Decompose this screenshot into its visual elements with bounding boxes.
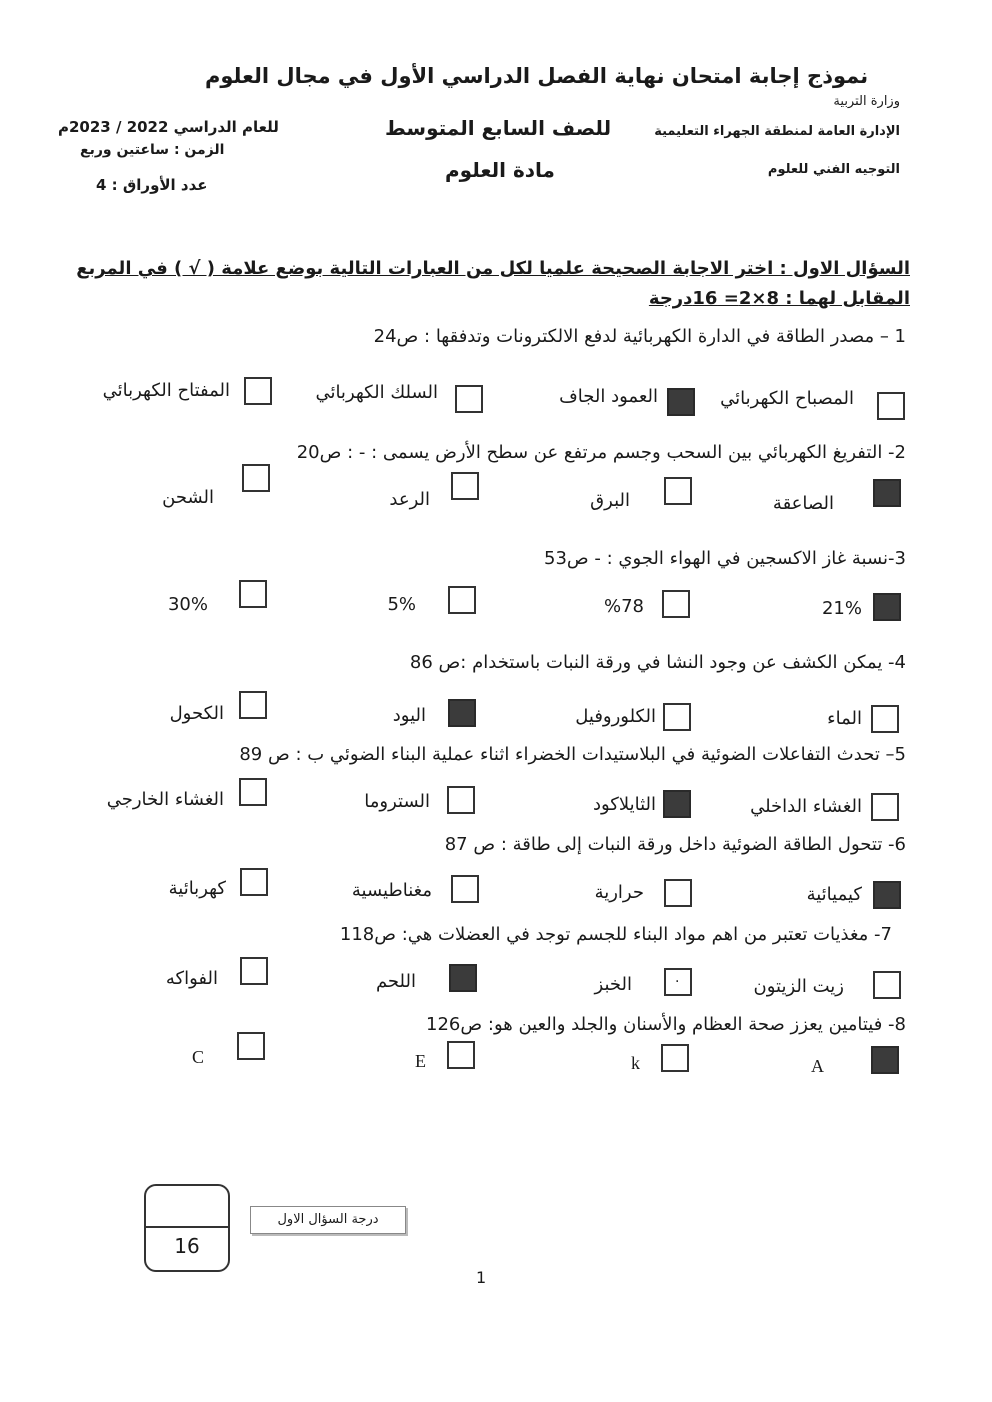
option-label: A (811, 1056, 824, 1076)
option-label: k (631, 1053, 640, 1073)
ministry-label: وزارة التربية (833, 94, 900, 109)
checkbox-q1-opt3[interactable] (455, 385, 483, 413)
question-6: 6- تتحول الطاقة الضوئية داخل ورقة النبات إلى طاقة : ص 87 (444, 834, 906, 855)
option-label: الستروما (364, 791, 430, 812)
supervision-label: التوجيه الفني للعلوم (767, 162, 900, 177)
checkbox-q1-opt1[interactable] (877, 392, 905, 420)
option-label: مغناطيسية (351, 880, 432, 901)
checkbox-q7-opt2[interactable] (664, 968, 692, 996)
option-label: المصباح الكهربائي (720, 388, 854, 409)
checkbox-q8-opt1[interactable] (871, 1046, 899, 1074)
option-label: البرق (590, 490, 630, 511)
question-7: 7- مغذيات تعتبر من اهم مواد البناء للجسم توجد في العضلات هي: ص118 (339, 924, 892, 945)
option-label: C (191, 1047, 204, 1067)
score-value: 16 (174, 1234, 200, 1258)
checkbox-q1-opt4[interactable] (244, 377, 272, 405)
checkbox-q8-opt3[interactable] (447, 1041, 475, 1069)
option-label: الثايلاكود (592, 794, 656, 815)
question-5: 5– تحدث التفاعلات الضوئية في البلاستيدات الخضراء اثناء عملية البناء الضوئي ب : ص 89 (239, 744, 906, 765)
question-3: 3-نسبة غاز الاكسجين في الهواء الجوي : - ص53 (544, 548, 906, 569)
option-label: كيميائية (806, 884, 862, 905)
checkbox-q7-opt4[interactable] (240, 957, 268, 985)
checkbox-q6-opt2[interactable] (664, 879, 692, 907)
option-label: زيت الزيتون (753, 976, 844, 997)
page-number: 1 (476, 1268, 487, 1287)
option-label: المفتاح الكهربائي (102, 380, 230, 401)
option-label: حرارية (594, 882, 644, 903)
question-4: 4- يمكن الكشف عن وجود النشا في ورقة النبات باستخدام :ص 86 (409, 652, 906, 673)
checkbox-q4-opt1[interactable] (871, 705, 899, 733)
option-label: اليود (392, 705, 426, 726)
option-label: 30% (167, 594, 208, 615)
grade-label: للصف السابع المتوسط (385, 116, 612, 140)
question-instruction: السؤال الاول : اختر الاجابة الصحيحة علميا لكل من العبارات التالية بوضع علامة ( √ ) في المربع (76, 258, 910, 279)
option-label: الخبز (594, 974, 632, 995)
checkbox-q3-opt2[interactable] (662, 590, 690, 618)
exam-title: نموذج إجابة امتحان نهاية الفصل الدراسي الأول في مجال العلوم (205, 64, 869, 88)
option-label: 5% (387, 594, 416, 615)
checkbox-q2-opt1[interactable] (873, 479, 901, 507)
option-label: الصاعقة (772, 493, 834, 514)
checkbox-q3-opt1[interactable] (873, 593, 901, 621)
checkbox-q4-opt2[interactable] (663, 703, 691, 731)
checkbox-q4-opt3[interactable] (448, 699, 476, 727)
checkbox-q6-opt1[interactable] (873, 881, 901, 909)
option-label: الرعد (389, 489, 430, 510)
checkbox-q5-opt3[interactable] (447, 786, 475, 814)
checkbox-q5-opt4[interactable] (239, 778, 267, 806)
option-label: %78 (603, 596, 644, 617)
option-label: السلك الكهربائي (315, 382, 438, 403)
question-marks: المقابل لهما : 8×2= 16درجة (648, 288, 910, 309)
directorate-label: الإدارة العامة لمنطقة الجهراء التعليمية (654, 124, 900, 139)
checkbox-q5-opt2[interactable] (663, 790, 691, 818)
checkbox-q7-opt3[interactable] (449, 964, 477, 992)
option-label: الكلوروفيل (575, 706, 656, 727)
checkbox-q2-opt4[interactable] (242, 464, 270, 492)
score-box (144, 1184, 230, 1272)
option-label: E (415, 1051, 426, 1071)
option-label: الماء (827, 708, 862, 729)
option-label: الغشاء الخارجي (106, 789, 224, 810)
option-label: الغشاء الداخلي (750, 796, 862, 817)
checkbox-q6-opt3[interactable] (451, 875, 479, 903)
option-label: العمود الجاف (559, 386, 658, 407)
checkbox-q8-opt4[interactable] (237, 1032, 265, 1060)
checkbox-q5-opt1[interactable] (871, 793, 899, 821)
checkbox-q3-opt4[interactable] (239, 580, 267, 608)
option-label: الفواكه (165, 968, 218, 989)
checkbox-q7-opt1[interactable] (873, 971, 901, 999)
option-label: الشحن (162, 487, 214, 508)
option-label: كهربائية (168, 878, 226, 899)
question-1: 1 – مصدر الطاقة في الدارة الكهربائية لدفع الالكترونات وتدفقها : ص24 (373, 326, 906, 347)
checkbox-q2-opt2[interactable] (664, 477, 692, 505)
question-2: 2- التفريغ الكهربائي بين السحب وجسم مرتفع عن سطح الأرض يسمى : - : ص20 (296, 442, 906, 463)
checkbox-q8-opt2[interactable] (661, 1044, 689, 1072)
checkbox-q2-opt3[interactable] (451, 472, 479, 500)
option-label: الكحول (169, 703, 224, 724)
option-label: 21% (821, 598, 862, 619)
checkbox-q1-opt2[interactable] (667, 388, 695, 416)
option-label: اللحم (375, 971, 416, 992)
checkbox-q3-opt3[interactable] (448, 586, 476, 614)
time-label: الزمن : ساعتين وربع (80, 142, 225, 158)
year-label: للعام الدراسي 2022 / 2023م (58, 118, 279, 136)
question-8: 8- فيتامين يعزز صحة العظام والأسنان والجلد والعين هو: ص126 (426, 1014, 906, 1035)
pages-label: عدد الأوراق : 4 (96, 176, 208, 194)
checkbox-q6-opt4[interactable] (240, 868, 268, 896)
score-label: درجة السؤال الاول (250, 1206, 406, 1234)
subject-label: مادة العلوم (445, 158, 555, 182)
checkbox-q4-opt4[interactable] (239, 691, 267, 719)
